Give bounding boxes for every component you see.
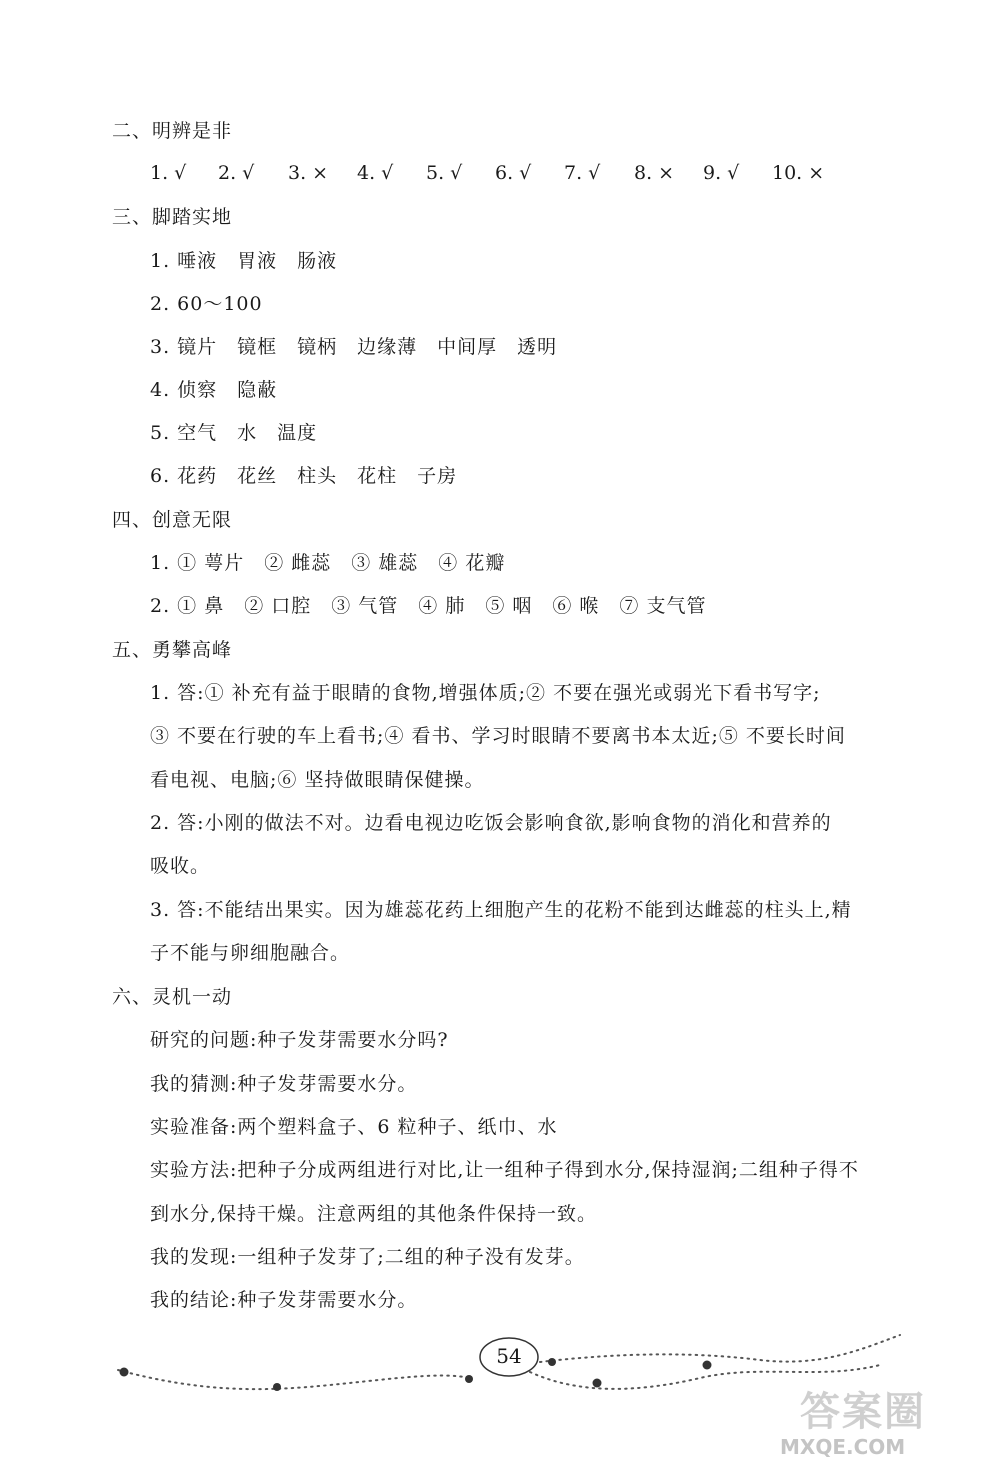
answer-line: ③ 不要在行驶的车上看书;④ 看书、学习时眼睛不要离书本太近;⑤ 不要长时间 [150, 725, 846, 747]
answer-line: 吸收。 [150, 855, 211, 877]
answer-item: 1. ① 萼片 ② 雌蕊 ③ 雄蕊 ④ 花瓣 [150, 552, 506, 574]
experiment-line: 我的发现:一组种子发芽了;二组的种子没有发芽。 [150, 1246, 585, 1268]
answer-item: 2. ① 鼻 ② 口腔 ③ 气管 ④ 肺 ⑤ 咽 ⑥ 喉 ⑦ 支气管 [150, 595, 707, 617]
answer-line: 3. 答:不能结出果实。因为雄蕊花药上细胞产生的花粉不能到达雌蕊的柱头上,精 [150, 899, 852, 921]
tf-answer-8: 8. × [634, 162, 675, 184]
answer-item: 5. 空气 水 温度 [150, 422, 318, 444]
answer-item: 1. 唾液 胃液 肠液 [150, 250, 338, 272]
experiment-line: 我的猜测:种子发芽需要水分。 [150, 1073, 418, 1095]
watermark-logo [780, 1390, 995, 1460]
tf-answer-2: 2. √ [218, 162, 255, 184]
ornament-dot-icon [703, 1361, 712, 1370]
section-heading-4: 四、创意无限 [112, 509, 233, 531]
tf-answer-4: 4. √ [357, 162, 394, 184]
page-number: 54 [496, 1344, 522, 1368]
ornament-dot-icon [548, 1358, 556, 1366]
section-heading-6: 六、灵机一动 [112, 986, 233, 1008]
tf-answer-7: 7. √ [564, 162, 601, 184]
answer-item: 6. 花药 花丝 柱头 花柱 子房 [150, 465, 458, 487]
answer-line: 1. 答:① 补充有益于眼睛的食物,增强体质;② 不要在强光或弱光下看书写字; [150, 682, 821, 704]
tf-answer-3: 3. × [288, 162, 329, 184]
ornament-dot-icon [465, 1375, 473, 1383]
section-heading-2: 二、明辨是非 [112, 120, 233, 142]
tf-answer-6: 6. √ [495, 162, 532, 184]
experiment-line: 研究的问题:种子发芽需要水分吗? [150, 1029, 449, 1051]
answer-item: 4. 侦察 隐蔽 [150, 379, 278, 401]
experiment-line: 我的结论:种子发芽需要水分。 [150, 1289, 418, 1311]
experiment-line: 到水分,保持干燥。注意两组的其他条件保持一致。 [150, 1203, 598, 1225]
experiment-line: 实验方法:把种子分成两组进行对比,让一组种子得到水分,保持湿润;二组种子得不 [150, 1159, 859, 1181]
answer-line: 子不能与卵细胞融合。 [150, 942, 351, 964]
answer-line: 2. 答:小刚的做法不对。边看电视边吃饭会影响食欲,影响食物的消化和营养的 [150, 812, 832, 834]
section-heading-3: 三、脚踏实地 [112, 206, 233, 228]
dotted-curve-right-upper [540, 1335, 900, 1362]
dotted-curve-left [118, 1370, 470, 1389]
watermark-text: 答案圈 [800, 1389, 926, 1435]
ornament-dot-icon [120, 1368, 129, 1377]
tf-answer-9: 9. √ [703, 162, 740, 184]
ornament-dot-icon [593, 1379, 602, 1388]
answer-item: 2. 60～100 [150, 293, 263, 315]
answer-item: 3. 镜片 镜框 镜柄 边缘薄 中间厚 透明 [150, 336, 558, 358]
tf-answer-5: 5. √ [426, 162, 463, 184]
answer-line: 看电视、电脑;⑥ 坚持做眼睛保健操。 [150, 769, 485, 791]
experiment-line: 实验准备:两个塑料盒子、6 粒种子、纸巾、水 [150, 1116, 558, 1138]
watermark-url: MXQE.COM [780, 1435, 906, 1459]
section-heading-5: 五、勇攀高峰 [112, 639, 233, 661]
tf-answer-1: 1. √ [150, 162, 187, 184]
ornament-dot-icon [273, 1383, 281, 1391]
tf-answer-10: 10. × [772, 162, 825, 184]
